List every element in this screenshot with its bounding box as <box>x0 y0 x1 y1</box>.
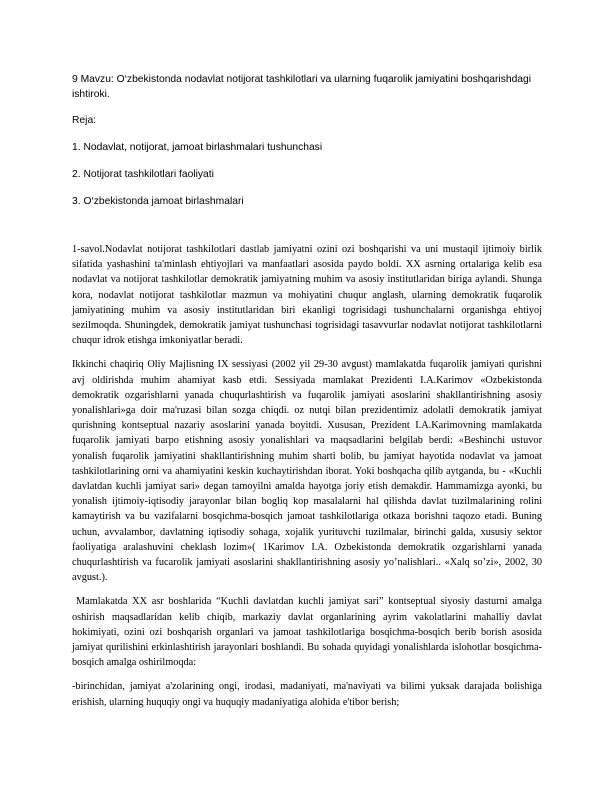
plan-item: 1. Nodavlat, notijorat, jamoat birlashmalari tushunchasi <box>72 142 323 153</box>
body-paragraph: 1-savol.Nodavlat notijorat tashkilotlari dastlab jamiyatni ozini ozi boshqarishi va uni mustaqil ijtimoiy birlik sifatida yashashini ta'minlash ehtiyojlari va manfaatlari asosida paydo boldi. XX asrning ortalariga kelib esa nodavlat va notijorat tashkilotlar demokratik jamiyatning muhim va asosiy institutlaridan biriga aylandi. Shunga kora, nodavlat notijorat tashkilotlar mazmun va mohiyatini chuqur anglash, ularning demokratik fuqarolik jamiyatining muhim va asosiy institutlaridan biri ekanligi togrisidagi tushunchalarni organishga ehtiyoj sezilmoqda. Shuningdek, demokratik jamiyat tushunchasi togrisidagi tasavvurlar nodavlat notijorat tashkilotlarni chuqur idrok etishga imkoniyatlar beradi. <box>72 244 542 347</box>
body-paragraph: -birinchidan, jamiyat a'zolarining ongi, irodasi, madaniyati, ma'naviyati va bilimi yuksak darajada bolishiga erishish, ularning huquqiy ongi va huquqiy madaniyatiga alohida e'tibor berish; <box>72 681 542 708</box>
document-title: 9 Mavzu: O‘zbekistonda nodavlat notijorat tashkilotlari va ularning fuqarolik jamiyatini boshqarishdagi ishtiroki. <box>72 74 532 100</box>
document-page <box>72 72 542 719</box>
plan-label: Reja: <box>72 115 97 126</box>
plan-item: 2. Notijorat tashkilotlari faoliyati <box>72 169 214 180</box>
plan-item: 3. O‘zbekistonda jamoat birlashmalari <box>72 196 244 207</box>
body-paragraph: Mamlakatda XX asr boshlarida “Kuchli davlatdan kuchli jamiyat sari” kontseptual siyosiy dasturni amalga oshirish maqsadlaridan kelib chiqib, markaziy davlat organlarining ayrim vakolatlarini mahalliy davlat hokimiyati, ozini ozi boshqarish organlari va jamoat tashkilotlariga bosqichma-bosqich berib borish asosida jamiyat qurilishini erkinlashtirish jarayonlari boshlandi. Bu sohada quyidagi yonalishlarda islohotlar bosqichma-bosqich amalga oshirilmoqda: <box>72 596 542 669</box>
body-paragraph: Ikkinchi chaqiriq Oliy Majlisning IX sessiyasi (2002 yil 29-30 avgust) mamlakatda fuqarolik jamiyati qurishni avj oldirishda muhim ahamiyat kasb etdi. Sessiyada mamlakat Prezidenti I.A.Karimov «Ozbekistonda demokratik ozgarishlarni yanada chuqurlashtirish va fuqarolik jamiyati asoslarini shakllantirishning asosiy yonalishlari»ga doir ma'ruzasi bilan sozga chiqdi. oz nutqi bilan prezidentimiz adolatli demokratik jamiyat qurishning kontseptual nazariy asoslarini yanada boyitdi. Xususan, Prezident I.A.Karimovning mamlakatda fuqarolik jamiyati barpo etishning asosiy yonalishlari va maqsadlarini belgilab berdi: «Beshinchi ustuvor yonalish fuqarolik jamiyatini shakllantirishning muhim sharti bolib, bu jamiyat hayotida nodavlat va jamoat tashkilotlarining orni va ahamiyatini keskin kuchaytirishdan iborat. Yoki boshqacha qilib aytganda, bu - «Kuchli davlatdan kuchli jamiyat sari» degan tamoyilni amalda hayotga joriy etish demakdir. Hammamizga ayonki, bu yonalish ijtimoiy-iqtisodiy jarayonlar bilan bogliq kop masalalarni hal qilishda davlat tuzilmalarining rolini kamaytirish va bu vazifalarni bosqichma-bosqich jamoat tashkilotlariga otkaza borishni taqozo etadi. Buning uchun, avvalambor, davlatning iqtisodiy sohaga, xojalik yurituvchi tuzilmalar, birinchi galda, xususiy sektor faoliyatiga aralashuvini cheklash lozim»( 1Karimov I.A. Ozbekistonda demokratik ozgarishlarni yanada chuqurlashtirish va fucarolik jamiyati asoslarini shakllantirishning asosiy yo’nalishlari.. «Xalq so’zi», 2002, 30 avgust.). <box>72 359 542 584</box>
